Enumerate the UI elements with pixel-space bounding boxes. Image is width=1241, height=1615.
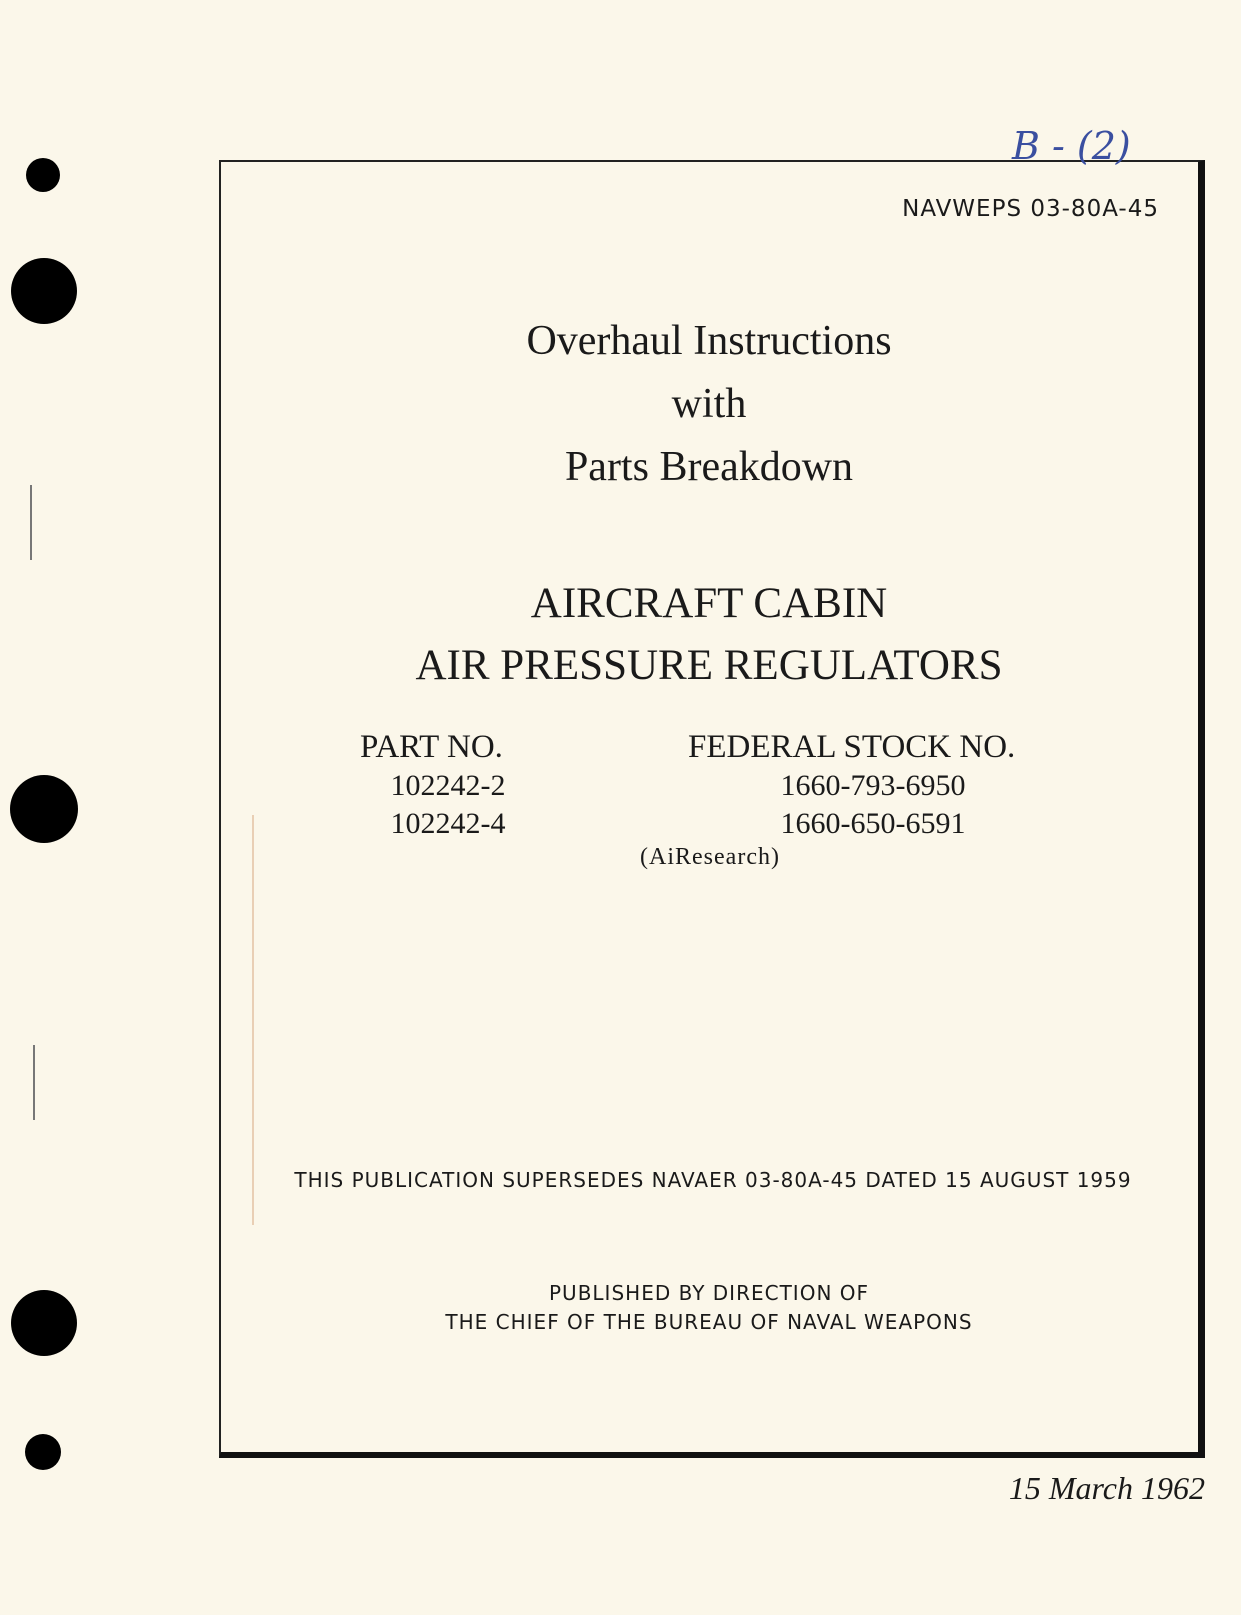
binder-hole: [25, 1434, 61, 1470]
title-line-3: Parts Breakdown: [564, 444, 854, 490]
binder-hole: [11, 258, 77, 324]
margin-mark: [30, 485, 32, 560]
binder-hole: [11, 1290, 77, 1356]
supersedes-notice: THIS PUBLICATION SUPERSEDES NAVAER 03-80A-45 DATED 15 AUGUST 1959: [294, 1168, 1132, 1192]
document-number: NAVWEPS 03-80A-45: [902, 196, 1159, 222]
manufacturer: (AiResearch): [640, 844, 780, 870]
publisher-line-2: THE CHIEF OF THE BUREAU OF NAVAL WEAPONS: [445, 1310, 973, 1334]
subject-line-2: AIR PRESSURE REGULATORS: [415, 642, 1003, 689]
part-number: 102242-2: [390, 769, 506, 802]
publisher-line-1: PUBLISHED BY DIRECTION OF: [548, 1281, 870, 1305]
part-no-header: PART NO.: [360, 729, 503, 765]
binder-hole: [10, 775, 78, 843]
publication-date: 15 March 1962: [1008, 1470, 1205, 1506]
stock-no-header: FEDERAL STOCK NO.: [688, 729, 1016, 765]
subject-line-1: AIRCRAFT CABIN: [530, 580, 888, 627]
margin-mark: [33, 1045, 35, 1120]
part-number: 102242-4: [390, 807, 506, 840]
stock-number: 1660-793-6950: [780, 769, 966, 802]
stock-number: 1660-650-6591: [780, 807, 966, 840]
title-line-1: Overhaul Instructions: [526, 318, 892, 364]
binder-hole: [26, 158, 60, 192]
handwritten-note: B - (2): [1012, 124, 1131, 168]
title-line-2: with: [671, 381, 747, 427]
